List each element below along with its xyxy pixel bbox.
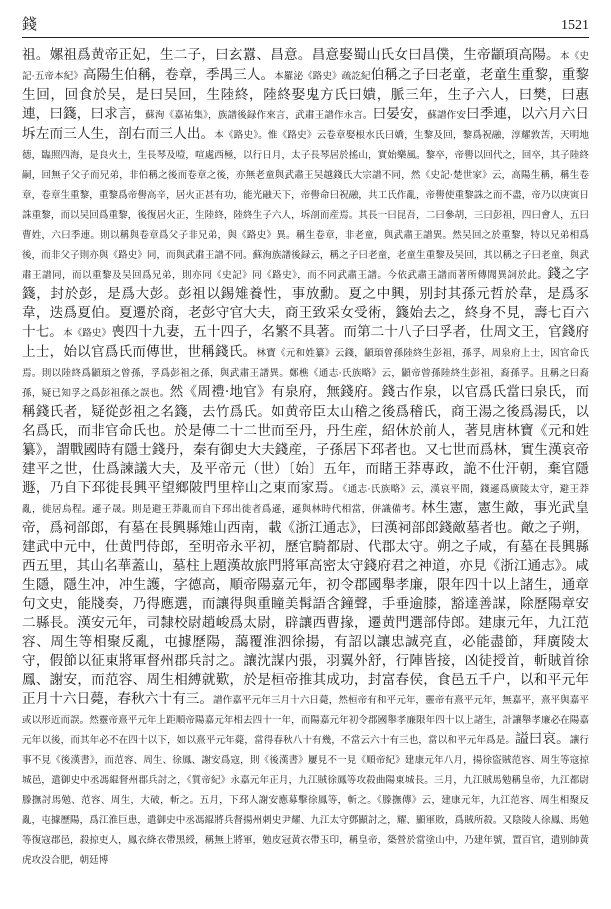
page-header — [22, 12, 589, 34]
main-text: 喪四十九妻，五十四子，名繁不具著。而第二十八子曰孚者，仕周文王，官錢府上士，始以官爲氏而傳世，世稱錢氏。 — [22, 324, 589, 360]
page-number: 1521 — [561, 18, 589, 33]
annotation-note: 《通志·氏族略》云，漢哀平間，錢遜爲廣陵太守，避王莽亂，徙居烏程。遜子晟。則是避王莽亂而自下邳出徙者爲遜，遜與林時代相當，併識備考。 — [22, 484, 589, 515]
annotation-note: 本《路史》 — [62, 328, 112, 339]
main-text: 曰晏安， — [372, 106, 428, 122]
main-text: 林生憲，憲生敵，事光武皇帝，爲祠部郎，有墓在長興縣雉山西南，載《浙江通志》，曰漢祠部郎錢敵墓者也。敵之子朔，建武中元中，仕黄門侍郎，至明帝永平初，歷官騎都尉、代郡太守。朔之子咸，有墓在長興縣西五里，其山名華蓋山，墓柱上題漢故旅門將軍高密太守錢府君之神道，亦見《浙江通志》。咸生隱，隱生冲，冲生護，字德高，順帝陽嘉元年，初令郡國舉孝廉，限年四十以上諸生，通章句文史，能牋奏，乃得應選，而讓得與重瞳美髯語含鐘聲，手垂逾膝，豁達善謀，除歷陽章安二縣長。漢安元年，司隸校尉趙峻爲太尉，辟讓西曹掾，遷黄門選部侍郎。建康元年，九江范容、周生等相聚反亂，屯據歷陽，藹覆淮泗徐揚，有詔以讓忠誠亮直，必能盡節，拜廣陵太守，假節以征東將軍督州郡兵討之。讓沈謀内張，羽翼外舒，行陣皆接，凶徒授首，斬賊首徐鳳、謝安，而范容、周生相縛就歎，於是桓帝推其成功，封富春侯，食邑五千户，以和平元年正月十六日薨，春秋六十有三。 — [22, 500, 589, 707]
main-text: 祖。嫘祖爲黄帝正妃，生二子，曰玄囂、昌意。昌意娶蜀山氏女曰昌僕，生帝顓頊高陽。 — [22, 47, 560, 63]
main-text: 錢之字籛，封於彭，是爲大彭。彭祖以錫雉養性，事放勳。夏之中興，别封其孫元哲於韋，是爲豕韋，迭爲夏伯。夏遷於商，老彭守官大夫，商王致采女受術，籛始去之，終身不見，壽七百六十七。 — [22, 266, 589, 340]
annotation-note: 林寶《元和姓纂》云錢，顓頊曾孫陸終生彭祖，孫孚，周泉府上士，因官命氏焉。則以陸終爲顓頊之曾孫，孚爲彭祖之孫，與武肅王譜異。鄭樵《通志·氏族略》云，顓帝曾孫陸終生彭祖，裔孫孚。且稱之曰裔孫，疑已知孚之爲彭祖孫之誤也。 — [22, 348, 589, 399]
annotation-note: 本《路史》。惟《路史》云卷章娶根水氏曰嬌，生黎及回，黎爲祝融，淳耀敦苦，天明地德，臨照四海，是良火土，生長琴及噎，喧處西極，以行日月，太子長琴居於搖山，實始樂風。黎卒，帝嚳以回代之，回卒，其子陸終嗣，回無子父子而兄弟，非伯稱之後而卷章之後，亦無老童與武肅王吴越錢氏大宗譜不同，然《史記·楚世家》云，高陽生稱，稱生卷章，卷章生重黎，重黎爲帝嚳高辛，居火正甚有功，能光融天下，帝嚳命曰祝融，共工氏作亂，帝嚳使重黎誅之而不盡，帝乃以庚寅日誅重黎，而以吴回爲重黎，後復居火正，生陸終，陸終生子六人，坼剖而産焉。其長一曰昆吾，二曰參胡，三曰彭祖，四曰會人，五曰曹姓，六曰季連。則以稱與卷章爲父子非兄弟，與《路史》異。稱生卷章，非老童，與武肅王譜異。然吴回之於重黎，特以兄弟相爲後，而非父子則亦與《路史》同，而與武肅王譜不同。蘇洵族譜後録云，稱之子曰老童，老童生重黎及吴回，其以稱之子曰老童，與武肅王譜同，而以重黎及吴回爲兄弟，則亦同《史記》同《路史》，而不同武肅王譜。今依武肅王譜而著所傳聞異詞於此。 — [22, 130, 589, 281]
annotation-note: 蘇譜作安 — [427, 110, 467, 121]
annotation-note: 本《史記·五帝本紀》 — [22, 51, 589, 82]
main-text: 高陽生伯稱，卷章，季禺三人。 — [83, 67, 275, 83]
main-text: 然《周禮·地官》有泉府，無錢府。錢古作泉，以官爲氏當曰泉氏，而稱錢氏者，疑從彭祖之名籛，去竹爲氏。如黄帝臣太山稽之後爲稽氏，商王湯之後爲湯氏，以名爲氏，而非官命氏也。於是傳二十二世而至丹，丹生産，紹休於前人，著見唐林寶《元和姓纂》，謂戰國時有隱士錢丹，秦有御史大夫錢産，子孫居下邳者也。又七世而爲林，實生漢哀帝建平之世，仕爲諫議大夫，及平帝元（世）〔始〕五年，而睹王莽專政，詭不仕汗朝，棄官隱遯，乃自下邳徙長興平望鄉陂門里梓山之東而家焉。 — [22, 384, 589, 496]
paragraph — [22, 46, 589, 870]
body-text — [22, 46, 589, 903]
header-rule — [22, 37, 589, 38]
annotation-note: 讓行事不見《後漢書》，而范容、周生、徐鳳、謝安爲寇，則《後漢書》屢見不一見《順帝紀》建康元年八月，揚徐盜賊范容、周生等寇掠城邑，遣御史中丞馮緄督州郡兵討之，《質帝紀》永嘉元年正月，九江賊徐鳳等攻殺曲陽東城長。三月，九江賊馬勉稱皇帝，九江都尉滕撫討馬勉、范容、周生，大破，斬之。五月，下邳人謝安應募擊徐鳳等，斬之。《滕撫傳》云，建康元年，九江范容、周生相聚反亂，屯據歷陽，爲江淮巨患，遣御史中丞馮緄將兵督揚州刺史尹耀、九江太守鄧顯討之，耀、顯軍敗，爲賊所殺。又陰陵人徐鳳、馬勉等復寇郡邑，殺掠吏人，鳳衣絳衣帶黑綬，稱無上將軍，勉皮冠黄衣帶玉印，稱皇帝，築營於當塗山中，乃建年號，置百官，遣别帥黄虎攻没合肥，朝廷博 — [22, 735, 589, 866]
annotation-note: 本羅泌《路史》疏訖紀 — [274, 71, 371, 82]
running-head: 錢 — [22, 15, 38, 33]
main-text: 謚曰哀。 — [515, 731, 570, 747]
main-text: 曰季連，以六月六日坼左而三人生，剖右而三人出。 — [22, 106, 589, 142]
annotation-note: 譜作嘉平元年三月十六日薨，然桓帝有和平元年，靈帝有熹平元年，無嘉平，熹平與嘉平或以形近而誤。然靈帝熹平元年上距順帝陽嘉元年相去四十一年，而陽嘉元年初令郡國舉孝廉限年四十以上諸生，計讓舉孝廉必在陽嘉元年以後，而其年必不在四十以下，如以熹平元年薨，當得春秋八十有幾，不當云六十有三也，當以和平元年爲是。 — [22, 695, 589, 746]
main-text: 伯稱之子曰老童，老童生重黎，重黎生回，回食於吴，是曰吴回，生陸終，陸終娶鬼方氏曰嬇，脈三年，生子六人，曰樊，曰惠連，曰籛，曰求言， — [22, 67, 589, 122]
annotation-note: 蘇洵《嘉祐集》，族譜後録作來言，武肅王譜作永言。 — [145, 110, 373, 121]
